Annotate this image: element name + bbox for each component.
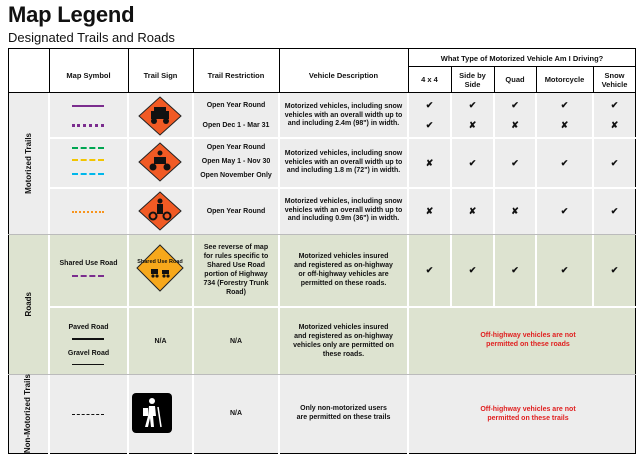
- r6-description: Only non-motorized users are permitted on these trails: [296, 404, 391, 421]
- r5-gravel-label: Gravel Road: [67, 349, 110, 357]
- r4-symbol-label: Shared Use Road: [59, 259, 118, 267]
- header-motorcycle: Motorcycle: [544, 75, 585, 84]
- section-motorized-trails: Motorized Trails: [23, 132, 33, 194]
- r3-description: Motorized vehicles, including snow vehicles with an overall width up to and including 0.9m (36") in width.: [284, 197, 403, 223]
- r1a-snow: ✔: [610, 99, 619, 110]
- r4-side-by-side: ✔: [468, 264, 477, 275]
- r1b-side-by-side: ✘: [468, 119, 477, 130]
- symbol-non-motorized: [72, 414, 104, 415]
- section-roads: Roads: [23, 291, 33, 317]
- header-vehicle-description: Vehicle Description: [308, 70, 379, 80]
- r2-description: Motorized vehicles, including snow vehicles with an overall width up to and including 1.8 m (72") in width.: [284, 149, 403, 175]
- r4-restriction: See reverse of map for rules specific to Shared Use Road portion of Highway 734 (Forestry Trunk Road): [203, 243, 269, 297]
- section-non-motorized: Non-Motorized Trails: [22, 374, 32, 454]
- r1b-quad: ✘: [511, 119, 519, 130]
- r2-motorcycle: ✔: [560, 157, 569, 168]
- r1a-quad: ✔: [511, 99, 519, 110]
- symbol-purple-solid: [72, 105, 104, 107]
- page-subtitle: Designated Trails and Roads: [8, 30, 175, 45]
- r3-4x4: ✘: [425, 205, 434, 216]
- r1b-4x4: ✔: [425, 119, 434, 130]
- r1a-motorcycle: ✔: [560, 99, 569, 110]
- r1b-snow: ✘: [610, 119, 619, 130]
- r1-description: Motorized vehicles, including snow vehicles with an overall width up to and including 2.4m (98") in width.: [284, 102, 403, 128]
- header-trail-sign: Trail Sign: [143, 70, 178, 80]
- r2-4x4: ✘: [425, 157, 434, 168]
- page-title: Map Legend: [8, 2, 135, 27]
- symbol-purple-dashed: [72, 275, 104, 277]
- r6-notice: Off-highway vehicles are not permitted on these trails: [480, 405, 576, 422]
- sign-motorcycle-icon: [138, 191, 182, 231]
- r3-motorcycle: ✔: [560, 205, 569, 216]
- r3-quad: ✘: [511, 205, 519, 216]
- sign-text: Shared Use Road: [137, 259, 183, 265]
- legend-table: [8, 48, 636, 454]
- r3-side-by-side: ✘: [468, 205, 477, 216]
- r4-description: Motorized vehicles insured and registered as on-highway or off-highway vehicles are permitted on these roads.: [294, 252, 393, 288]
- r1-restriction-1: Open Year Round: [206, 101, 266, 109]
- r4-quad: ✔: [511, 264, 519, 275]
- symbol-purple-dotted: [72, 124, 104, 127]
- r3-snow: ✔: [610, 205, 619, 216]
- symbol-paved-road: [72, 338, 104, 340]
- r1a-4x4: ✔: [425, 99, 434, 110]
- r2-side-by-side: ✔: [468, 157, 477, 168]
- r5-sign: N/A: [154, 337, 167, 345]
- r1b-motorcycle: ✘: [560, 119, 569, 130]
- header-map-symbol: Map Symbol: [66, 70, 111, 80]
- sign-4x4-icon: [138, 96, 182, 136]
- r2-restriction-2: Open May 1 - Nov 30: [201, 157, 271, 165]
- sign-quad-icon: [138, 142, 182, 182]
- r3-restriction-1: Open Year Round: [206, 207, 266, 215]
- symbol-orange-dotted: [72, 211, 104, 213]
- r2-quad: ✔: [511, 157, 519, 168]
- header-4x4: 4 x 4: [421, 75, 438, 84]
- r5-restriction: N/A: [229, 337, 243, 345]
- r1-restriction-2: Open Dec 1 - Mar 31: [202, 121, 270, 129]
- header-quad: Quad: [505, 75, 525, 84]
- header-vehicle-question: What Type of Motorized Vehicle Am I Driving?: [440, 53, 604, 63]
- r2-snow: ✔: [610, 157, 619, 168]
- header-snow-vehicle: Snow Vehicle: [601, 70, 628, 89]
- r4-4x4: ✔: [425, 264, 434, 275]
- r2-restriction-3: Open November Only: [200, 171, 272, 179]
- symbol-gravel-road: [72, 364, 104, 365]
- sign-shared-use-road-icon: [136, 244, 184, 292]
- symbol-green-dashed: [72, 147, 104, 149]
- r2-restriction-1: Open Year Round: [206, 143, 266, 151]
- hiker-icon: [132, 393, 172, 433]
- r4-snow: ✔: [610, 264, 619, 275]
- r6-restriction: N/A: [229, 409, 243, 417]
- symbol-yellow-dashed: [72, 159, 104, 161]
- symbol-cyan-dashed: [72, 173, 104, 175]
- r1a-side-by-side: ✔: [468, 99, 477, 110]
- header-side-by-side: Side by Side: [459, 70, 486, 89]
- r5-notice: Off-highway vehicles are not permitted on these roads: [480, 331, 576, 348]
- r5-description: Motorized vehicles insured and registered as on-highway vehicles only are permitted on these roads.: [293, 323, 394, 359]
- header-trail-restriction: Trail Restriction: [207, 70, 265, 80]
- r4-motorcycle: ✔: [560, 264, 569, 275]
- r5-paved-label: Paved Road: [68, 323, 109, 331]
